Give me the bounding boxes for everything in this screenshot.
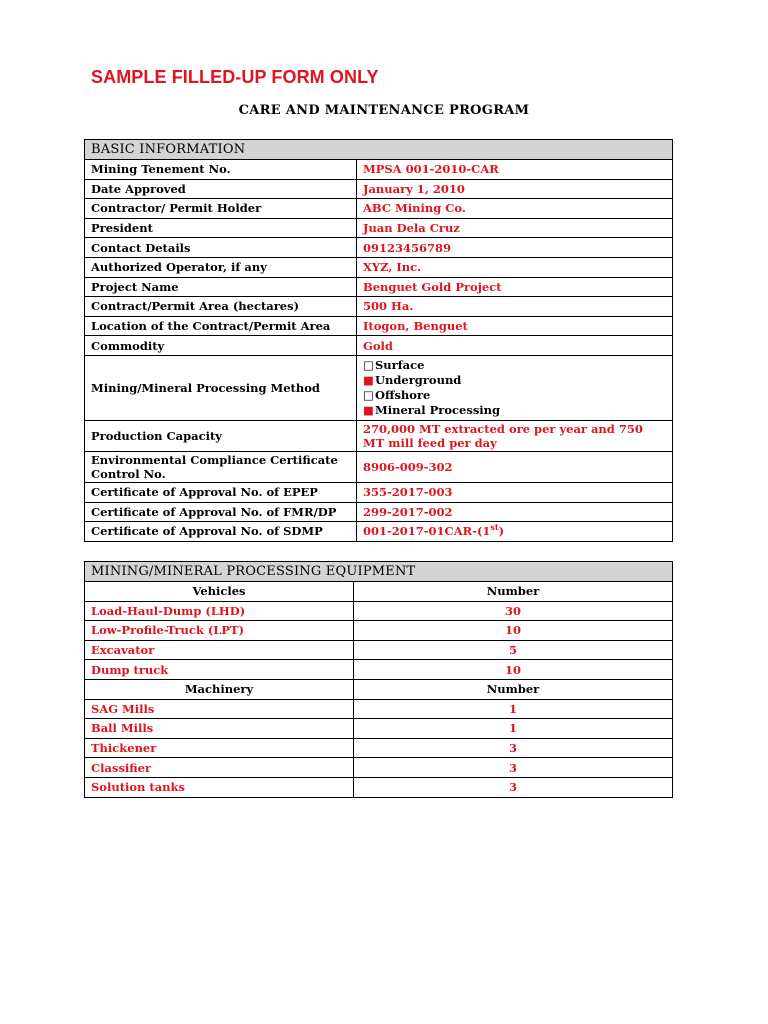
fmr-value: 299-2017-002	[357, 502, 673, 522]
unchecked-box-icon: □	[363, 387, 374, 402]
table-row	[85, 355, 673, 420]
sdmp-label: Certificate of Approval No. of SDMP	[85, 522, 357, 542]
field-value: ABC Mining Co.	[357, 199, 673, 219]
ecc-value: 8906-009-302	[357, 451, 673, 482]
equipment-header: MINING/MINERAL PROCESSING EQUIPMENT	[85, 562, 673, 582]
equipment-name: Solution tanks	[85, 777, 354, 797]
field-value: Itogon, Benguet	[357, 316, 673, 336]
checked-box-icon: ■	[363, 372, 374, 387]
method-option	[363, 388, 666, 403]
equipment-name: SAG Mills	[85, 699, 354, 719]
table-row	[85, 316, 673, 336]
field-label: Date Approved	[85, 179, 357, 199]
table-row	[85, 502, 673, 522]
table-row	[85, 640, 673, 660]
equipment-name: Load-Haul-Dump (LHD)	[85, 601, 354, 621]
method-label: Mining/Mineral Processing Method	[85, 355, 357, 420]
sdmp-value: 001-2017-01CAR-(1st)	[357, 522, 673, 542]
equipment-number: 5	[354, 640, 673, 660]
vehicles-column-header: Vehicles	[85, 582, 354, 602]
table-row	[85, 160, 673, 180]
vehicles-number-header: Number	[354, 582, 673, 602]
basic-information-header: BASIC INFORMATION	[85, 140, 673, 160]
checked-box-icon: ■	[363, 402, 374, 417]
equipment-number: 30	[354, 601, 673, 621]
table-row	[85, 719, 673, 739]
method-option	[363, 373, 666, 388]
equipment-name: Dump truck	[85, 660, 354, 680]
equipment-number: 3	[354, 777, 673, 797]
unchecked-box-icon: □	[363, 357, 374, 372]
table-row	[85, 601, 673, 621]
field-value: Benguet Gold Project	[357, 277, 673, 297]
method-options	[357, 355, 673, 420]
method-option	[363, 358, 666, 373]
field-label: Contract/Permit Area (hectares)	[85, 297, 357, 317]
equipment-number: 3	[354, 738, 673, 758]
field-value: Juan Dela Cruz	[357, 218, 673, 238]
method-option-label: Surface	[375, 357, 425, 372]
table-row	[85, 257, 673, 277]
field-value: 09123456789	[357, 238, 673, 258]
method-option-label: Mineral Processing	[375, 402, 501, 417]
field-value: January 1, 2010	[357, 179, 673, 199]
equipment-name: Classifier	[85, 758, 354, 778]
equipment-number: 10	[354, 621, 673, 641]
table-row	[85, 777, 673, 797]
fmr-label: Certificate of Approval No. of FMR/DP	[85, 502, 357, 522]
equipment-name: Thickener	[85, 738, 354, 758]
table-row	[85, 297, 673, 317]
document-title: CARE AND MAINTENANCE PROGRAM	[238, 103, 530, 118]
table-row	[85, 699, 673, 719]
method-option	[363, 403, 666, 418]
epep-value: 355-2017-003	[357, 482, 673, 502]
field-value: XYZ, Inc.	[357, 257, 673, 277]
method-option-label: Offshore	[375, 387, 431, 402]
production-label: Production Capacity	[85, 420, 357, 451]
machinery-number-header: Number	[354, 679, 673, 699]
table-row	[85, 660, 673, 680]
equipment-name: Excavator	[85, 640, 354, 660]
table-row	[85, 218, 673, 238]
sample-banner: SAMPLE FILLED-UP FORM ONLY	[91, 67, 379, 87]
table-row	[85, 238, 673, 258]
equipment-number: 1	[354, 719, 673, 739]
field-label: Mining Tenement No.	[85, 160, 357, 180]
basic-information-table	[84, 139, 673, 542]
field-label: Commodity	[85, 336, 357, 356]
field-value: 500 Ha.	[357, 297, 673, 317]
field-label: Project Name	[85, 277, 357, 297]
table-row	[85, 522, 673, 542]
table-row	[85, 199, 673, 219]
field-label: Authorized Operator, if any	[85, 257, 357, 277]
method-option-label: Underground	[375, 372, 462, 387]
equipment-name: Low-Profile-Truck (LPT)	[85, 621, 354, 641]
equipment-number: 10	[354, 660, 673, 680]
machinery-column-header: Machinery	[85, 679, 354, 699]
table-row	[85, 451, 673, 482]
table-row	[85, 738, 673, 758]
equipment-number: 3	[354, 758, 673, 778]
table-row	[85, 420, 673, 451]
equipment-name: Ball Mills	[85, 719, 354, 739]
equipment-number: 1	[354, 699, 673, 719]
epep-label: Certificate of Approval No. of EPEP	[85, 482, 357, 502]
field-value: Gold	[357, 336, 673, 356]
field-label: Location of the Contract/Permit Area	[85, 316, 357, 336]
table-row	[85, 482, 673, 502]
table-row	[85, 621, 673, 641]
field-label: President	[85, 218, 357, 238]
ecc-label: Environmental Compliance Certificate Control No.	[85, 451, 357, 482]
equipment-table	[84, 561, 673, 798]
table-row	[85, 336, 673, 356]
production-value: 270,000 MT extracted ore per year and 750 MT mill feed per day	[357, 420, 673, 451]
field-value: MPSA 001-2010-CAR	[357, 160, 673, 180]
field-label: Contractor/ Permit Holder	[85, 199, 357, 219]
table-row	[85, 179, 673, 199]
table-row	[85, 758, 673, 778]
field-label: Contact Details	[85, 238, 357, 258]
table-row	[85, 277, 673, 297]
